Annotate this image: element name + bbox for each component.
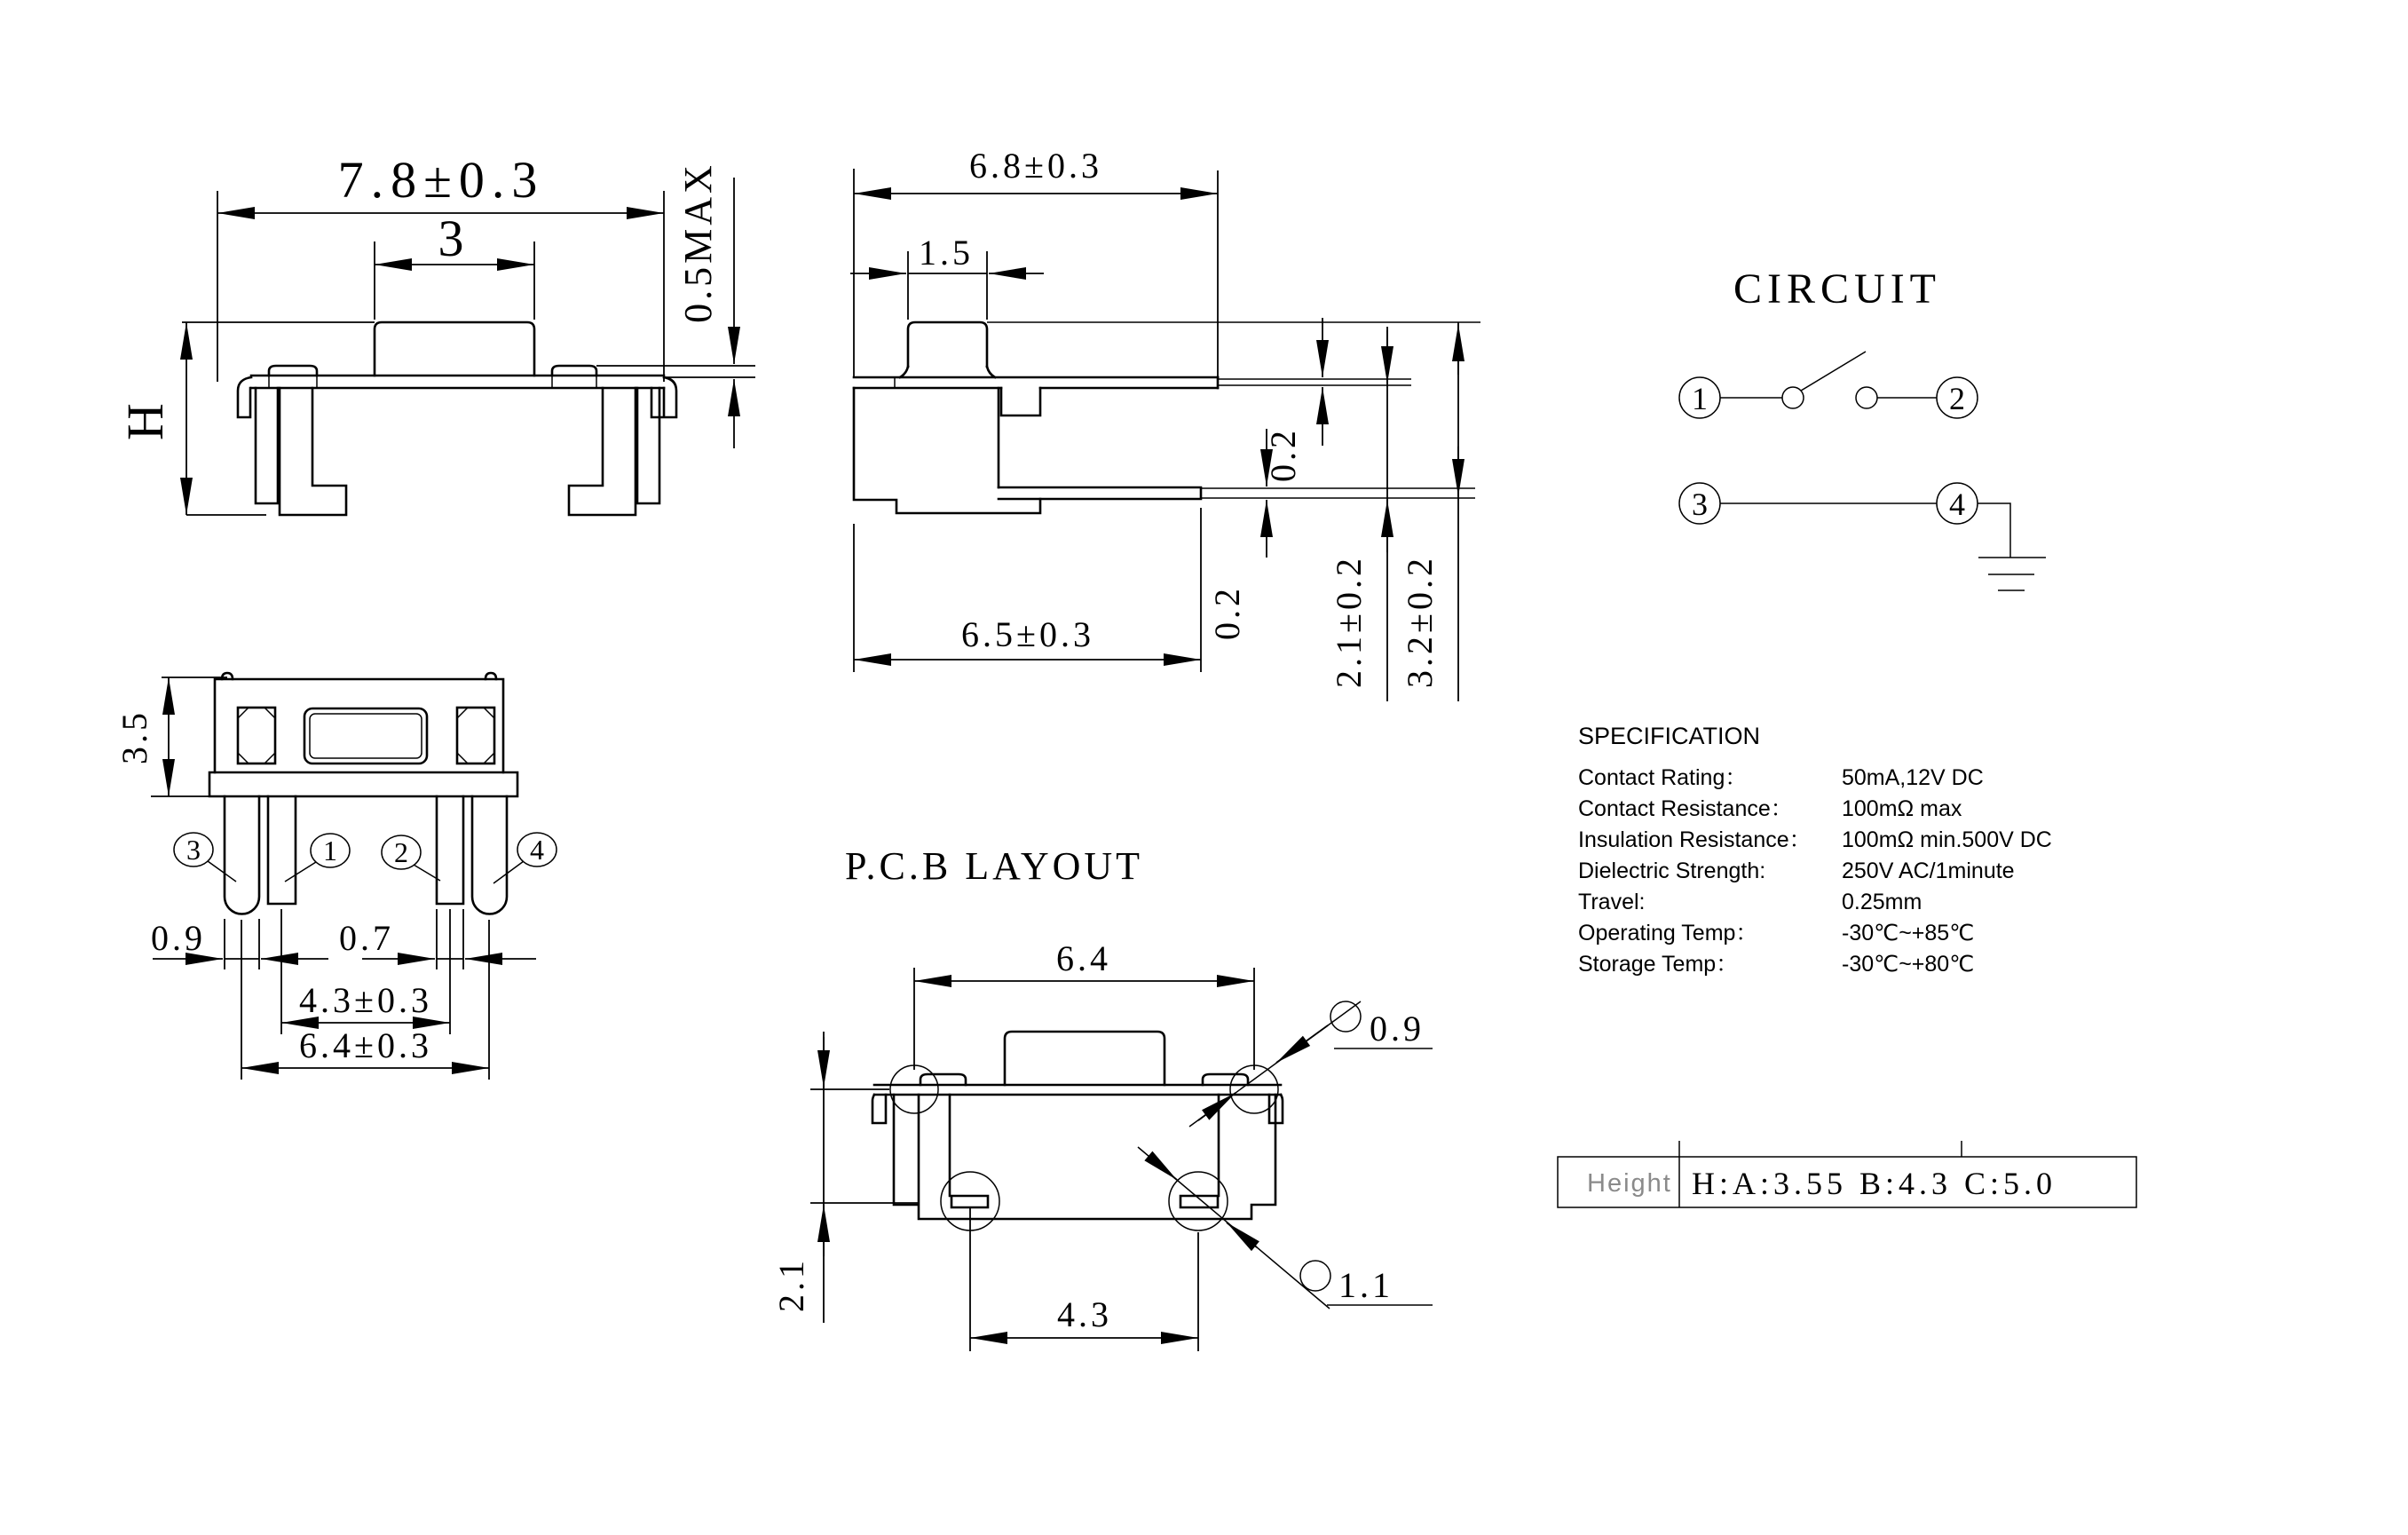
specification bbox=[1578, 723, 2052, 977]
section-body-box bbox=[854, 388, 1040, 513]
contact-node-right bbox=[1856, 387, 1877, 408]
front-pin-2 bbox=[437, 796, 463, 904]
dim-total-height: 3.2±0.2 bbox=[1400, 555, 1440, 688]
front-view bbox=[114, 673, 557, 1080]
pcb-hook-left bbox=[872, 1095, 886, 1123]
contact-node-left bbox=[1782, 387, 1804, 408]
spec-label: Storage Temp： bbox=[1578, 952, 1739, 977]
spec-title: SPECIFICATION bbox=[1578, 723, 1761, 749]
section-base-plate bbox=[999, 487, 1201, 499]
dim-pcb-pitch: 4.3 bbox=[1057, 1294, 1112, 1334]
svg-text:1: 1 bbox=[323, 835, 337, 866]
spec-value: 0.25mm bbox=[1842, 890, 1922, 914]
pin-balloon-3 bbox=[174, 833, 236, 882]
dim-front-height: 3.5 bbox=[114, 709, 154, 764]
pcb-button bbox=[1005, 1032, 1165, 1085]
dim-hole-bottom: 1.1 bbox=[1338, 1265, 1393, 1305]
side-view-hook-left bbox=[238, 377, 251, 417]
height-table bbox=[1558, 1141, 2136, 1207]
circuit-pin-2 bbox=[1937, 377, 1978, 418]
front-pad-right bbox=[457, 708, 494, 764]
front-pin-1 bbox=[268, 796, 296, 904]
switch-arm bbox=[1801, 352, 1866, 391]
spec-label: Travel: bbox=[1578, 890, 1646, 914]
spec-row bbox=[1578, 858, 2015, 883]
section-button bbox=[908, 322, 987, 367]
side-view-bump-left bbox=[269, 366, 317, 376]
dim-body-height: 2.1±0.2 bbox=[1329, 555, 1369, 688]
spec-row bbox=[1578, 765, 1984, 790]
spec-value: -30℃~+85℃ bbox=[1842, 921, 1975, 946]
side-view-hook-right bbox=[651, 377, 676, 417]
spec-label: Dielectric Strength: bbox=[1578, 858, 1766, 883]
spec-value: 100mΩ min.500V DC bbox=[1842, 827, 2052, 852]
pcb-title: P.C.B LAYOUT bbox=[844, 844, 1144, 888]
front-flange bbox=[209, 772, 517, 796]
spec-row bbox=[1578, 921, 1974, 946]
side-view bbox=[116, 151, 755, 515]
dim-section-button: 1.5 bbox=[919, 233, 974, 273]
pin-balloon-4 bbox=[493, 833, 557, 883]
spec-label: Contact Resistance： bbox=[1578, 796, 1793, 821]
spec-value: 50mA,12V DC bbox=[1842, 765, 1984, 790]
side-view-bump-right bbox=[552, 366, 596, 376]
circuit-diagram bbox=[1679, 265, 2046, 590]
svg-text:3: 3 bbox=[186, 834, 201, 866]
section-view bbox=[850, 146, 1480, 701]
pcb-hole-top-left bbox=[890, 1065, 938, 1113]
pcb-bump-right bbox=[1203, 1074, 1248, 1085]
dim-pin-width-outer: 0.9 bbox=[151, 918, 206, 958]
spec-value: 250V AC/1minute bbox=[1842, 858, 2015, 883]
spec-value: 100mΩ max bbox=[1842, 796, 1962, 821]
circuit-pin-3 bbox=[1679, 483, 1720, 524]
ground-symbol bbox=[1978, 503, 2046, 590]
side-view-leg-b bbox=[280, 388, 346, 515]
front-button-window bbox=[304, 708, 427, 764]
dim-height-h: H bbox=[116, 396, 174, 440]
spec-row bbox=[1578, 890, 1922, 914]
dim-body-width: 7.8±0.3 bbox=[337, 151, 545, 209]
spec-label: Operating Temp： bbox=[1578, 921, 1758, 946]
svg-text:3: 3 bbox=[1692, 487, 1708, 522]
diameter-symbol bbox=[1330, 1001, 1361, 1032]
diameter-symbol bbox=[1300, 1261, 1330, 1291]
pcb-layout-view bbox=[771, 844, 1433, 1351]
spec-value: -30℃~+80℃ bbox=[1842, 952, 1975, 977]
svg-text:2: 2 bbox=[394, 836, 408, 868]
height-table-value: H:A:3.55 B:4.3 C:5.0 bbox=[1692, 1166, 2057, 1201]
dim-flange-clearance: 0.5MAX bbox=[676, 162, 720, 323]
front-pin-4 bbox=[472, 796, 507, 914]
front-pin-3 bbox=[225, 796, 259, 914]
height-table-label: Height bbox=[1587, 1169, 1672, 1198]
section-bracket bbox=[1001, 388, 1040, 415]
side-view-button bbox=[375, 322, 534, 376]
pcb-hole-top-right bbox=[1230, 1065, 1278, 1113]
circuit-pin-1 bbox=[1679, 377, 1720, 418]
pcb-bump-left bbox=[920, 1074, 966, 1085]
dim-base-plate-thickness: 0.2 bbox=[1207, 585, 1247, 640]
spec-row bbox=[1578, 796, 1962, 821]
dim-button-width: 3 bbox=[438, 210, 471, 267]
side-view-leg-d bbox=[637, 388, 659, 503]
svg-text:2: 2 bbox=[1949, 381, 1965, 416]
dim-pitch-inner: 4.3±0.3 bbox=[299, 980, 432, 1020]
side-view-leg-a bbox=[256, 388, 278, 503]
dim-hole-top: 0.9 bbox=[1370, 1009, 1425, 1048]
dim-pitch-outer: 6.4±0.3 bbox=[299, 1025, 432, 1065]
pcb-foot-right bbox=[1180, 1196, 1218, 1207]
svg-text:4: 4 bbox=[1949, 487, 1965, 522]
dim-section-base-width: 6.5±0.3 bbox=[961, 614, 1094, 654]
dim-pcb-span: 6.4 bbox=[1056, 938, 1111, 978]
circuit-title: CIRCUIT bbox=[1733, 265, 1941, 313]
pin-balloon-2 bbox=[382, 835, 440, 881]
callout-hole-bottom bbox=[1138, 1147, 1433, 1309]
svg-text:1: 1 bbox=[1692, 381, 1708, 416]
spec-label: Insulation Resistance： bbox=[1578, 827, 1812, 852]
callout-hole-top bbox=[1189, 1001, 1433, 1127]
dim-section-width: 6.8±0.3 bbox=[969, 146, 1102, 186]
front-pad-left bbox=[238, 708, 275, 764]
dim-plate-thickness: 0.2 bbox=[1263, 427, 1303, 482]
svg-text:4: 4 bbox=[530, 834, 544, 866]
pcb-foot-left bbox=[951, 1196, 988, 1207]
dim-pin-width-inner: 0.7 bbox=[339, 918, 394, 958]
spec-row bbox=[1578, 827, 2052, 852]
circuit-pin-4 bbox=[1937, 483, 1978, 524]
spec-label: Contact Rating： bbox=[1578, 765, 1748, 790]
dim-pcb-row-pitch: 2.1 bbox=[771, 1257, 811, 1312]
side-view-leg-c bbox=[569, 388, 636, 515]
spec-row bbox=[1578, 952, 1974, 977]
